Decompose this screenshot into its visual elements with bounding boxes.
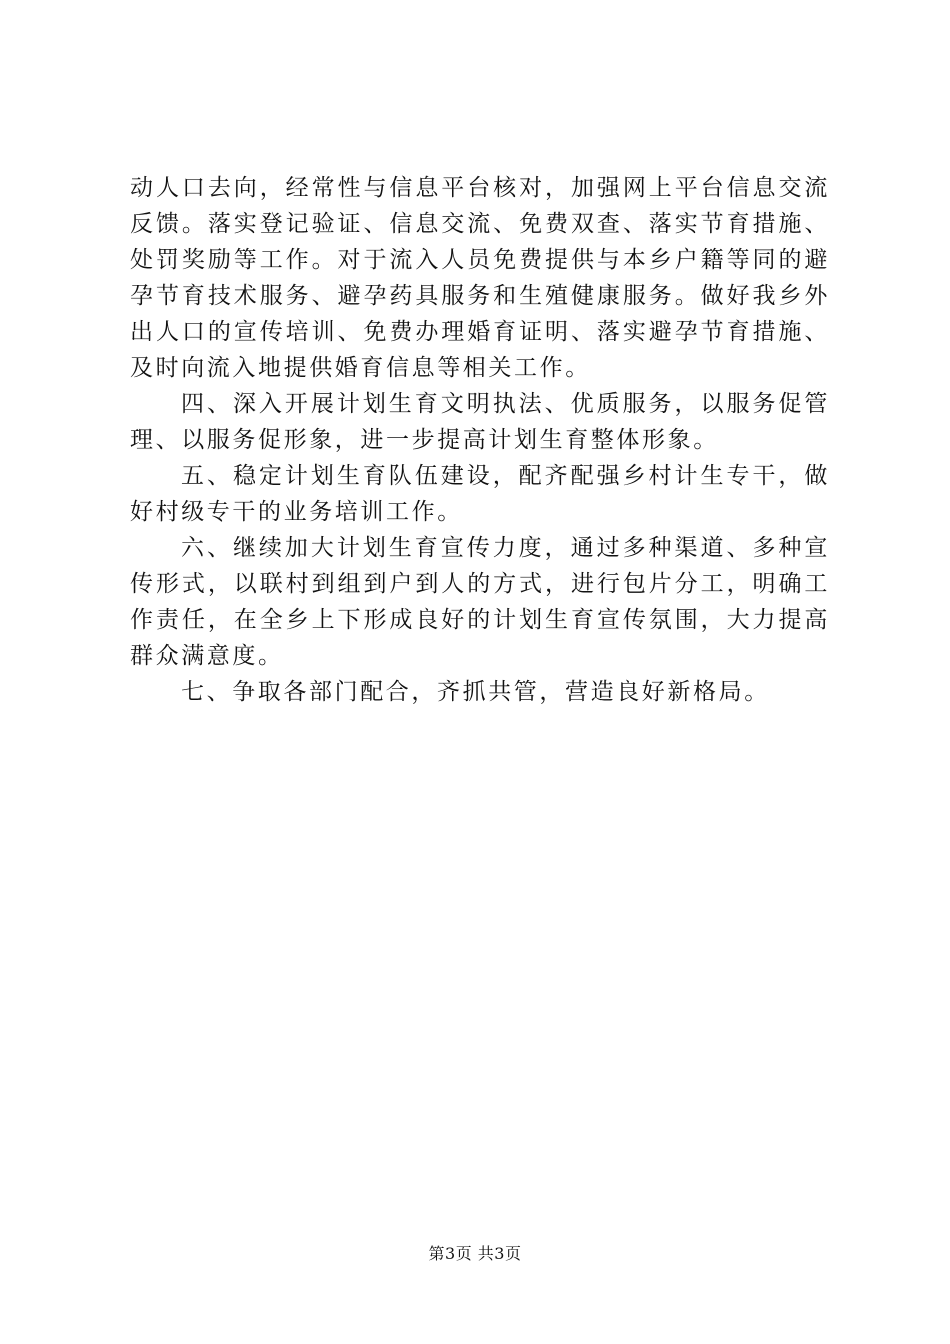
paragraph-continuation: 动人口去向，经常性与信息平台核对，加强网上平台信息交流反馈。落实登记验证、信息交流、免费双查、落实节育措施、处罚奖励等工作。对于流入人员免费提供与本乡户籍等同的避孕节育技术服务、避孕药具服务和生殖健康服务。做好我乡外出人口的宣传培训、免费办理婚育证明、落实避孕节育措施、及时向流入地提供婚育信息等相关工作。 <box>130 175 830 381</box>
document-body <box>130 170 830 710</box>
paragraph-item-six: 六、继续加大计划生育宣传力度，通过多种渠道、多种宣传形式，以联村到组到户到人的方式，进行包片分工，明确工作责任，在全乡上下形成良好的计划生育宣传氛围，大力提高群众满意度。 <box>130 535 830 669</box>
paragraph-item-four: 四、深入开展计划生育文明执法、优质服务，以服务促管理、以服务促形象，进一步提高计划生育整体形象。 <box>130 391 830 453</box>
paragraph-item-five: 五、稳定计划生育队伍建设，配齐配强乡村计生专干，做好村级专干的业务培训工作。 <box>130 463 830 525</box>
paragraph-item-seven: 七、争取各部门配合，齐抓共管，营造良好新格局。 <box>181 679 770 705</box>
page-footer: 第3页 共3页 <box>428 1244 522 1263</box>
